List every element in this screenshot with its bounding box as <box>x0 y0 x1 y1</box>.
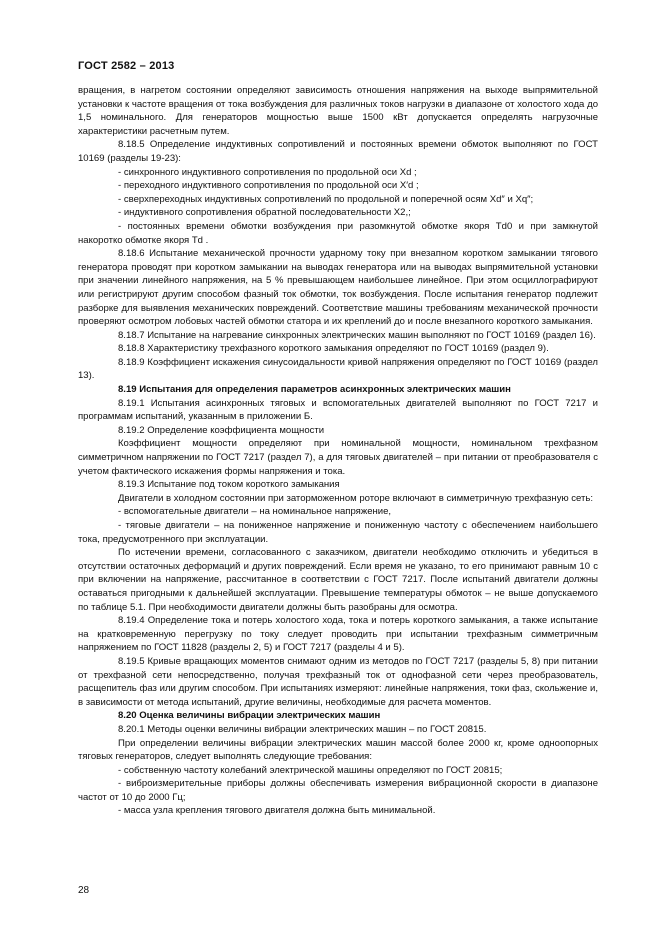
paragraph: 8.19.1 Испытания асинхронных тяговых и вспомогательных двигателей выполняют по ГОСТ 7217 и программам испытаний, указанным в приложении Б. <box>78 397 598 423</box>
list-item: - синхронного индуктивного сопротивления по продольной оси Xd ; <box>118 166 417 178</box>
paragraph: 8.18.7 Испытание на нагревание синхронных электрических машин выполняют по ГОСТ 10169 (раздел 16). <box>118 329 596 341</box>
list-item: - переходного индуктивного сопротивления по продольной оси X′d ; <box>118 180 419 192</box>
section-heading: 8.19 Испытания для определения параметров асинхронных электрических машин <box>118 384 511 396</box>
list-item: - собственную частоту колебаний электрической машины определяют по ГОСТ 20815; <box>118 764 503 776</box>
list-item: - постоянных времени обмотки возбуждения при разомкнутой обмотке якоря Td0 и при замкнутой накоротко обмотке якоря Td . <box>78 220 598 246</box>
paragraph: вращения, в нагретом состоянии определяют зависимость отношения напряжения на выходе выпрямительной установки к частоте вращения от тока возбуждения для различных токов нагрузки в диапазоне от холостого хода до 1,5 номинального. Для генераторов мощностью выше 1500 кВт допускается определять нагрузочные характеристики расчетным путем. <box>78 85 598 137</box>
list-item: - вспомогательные двигатели – на номинальное напряжение, <box>118 506 392 518</box>
paragraph: 8.20.1 Методы оценки величины вибрации электрических машин – по ГОСТ 20815. <box>118 723 487 735</box>
paragraph: 8.19.3 Испытание под током короткого замыкания <box>118 479 340 491</box>
paragraph: 8.19.4 Определение тока и потерь холостого хода, тока и потерь короткого замыкания, а также испытание на кратковременную перегрузку по току следует проводить при испытании трехфазным симметричным напряжением по ГОСТ 11828 (разделы 2, 5) и ГОСТ 7217 (разделы 4 и 5). <box>78 615 598 654</box>
paragraph: Коэффициент мощности определяют при номинальной мощности, номинальном трехфазном симметричном напряжении по ГОСТ 7217 (раздел 7), а для тяговых двигателей – при питании от преобразователя с учетом фактического искажения формы напряжения и тока. <box>78 438 598 477</box>
list-item: - сверхпереходных индуктивных сопротивлений по продольной и поперечной осям Xd″ и Xq″; <box>118 193 534 205</box>
section-heading: 8.20 Оценка величины вибрации электрических машин <box>118 710 381 722</box>
paragraph: 8.19.5 Кривые вращающих моментов снимают одним из методов по ГОСТ 7217 (разделы 5, 8) при питании от трехфазной сети непосредственно, получая трехфазный ток от однофазной сети через преобразователь, расщепитель фаз или другим способом. При испытаниях измеряют: линейные напряжения, токи фаз, скольжение и, в зависимости от метода испытаний, другие величины, необходимые для расчета моментов. <box>78 655 598 708</box>
list-item: - тяговые двигатели – на пониженное напряжение и пониженную частоту с обеспечением наибольшего тока, предусмотренного при эксплуатации. <box>78 520 598 545</box>
paragraph: 8.18.9 Коэффициент искажения синусоидальности кривой напряжения определяют по ГОСТ 10169 (раздел 13). <box>78 356 598 382</box>
paragraph: 8.19.2 Определение коэффициента мощности <box>118 424 325 436</box>
paragraph: Двигатели в холодном состоянии при заторможенном роторе включают в симметричную трехфазную сеть: <box>118 492 594 504</box>
paragraph: 8.18.5 Определение индуктивных сопротивлений и постоянных времени обмоток выполняют по ГОСТ 10169 (разделы 19-23): <box>78 139 598 164</box>
paragraph: 8.18.8 Характеристику трехфазного короткого замыкания определяют по ГОСТ 10169 (раздел 9). <box>118 343 549 355</box>
list-item: - масса узла крепления тягового двигателя должна быть минимальной. <box>118 805 436 817</box>
paragraph: 8.18.6 Испытание механической прочности ударному току при внезапном коротком замыкании тягового генератора проводят при коротком замыкании на выводах генератора или на выводах выпрямительной установки при значении линейного напряжения, на 5 % превышающем наибольшее линейное. При этом осциллографируют или регистрируют другим способом фазный ток обмотки, ток возбуждения. После испытания генератор подлежит разборке для выявления механических повреждений. Соответствие машины требованиям механической прочности проверяют осмотром лобовых частей обмотки статора и их креплений до и после внезапного короткого замыкания. <box>78 248 598 328</box>
list-item: - виброизмерительные приборы должны обеспечивать измерения вибрационной скорости в диапазоне частот от 10 до 2000 Гц; <box>78 778 598 803</box>
paragraph: По истечении времени, согласованного с заказчиком, двигатели необходимо отключить и убедиться в отсутствии остаточных деформаций и других повреждений. Если время не указано, то его принимают равным 10 с при включении на напряжение, рассчитанное в соответствии с ГОСТ 7217. После испытаний двигатели должны оставаться пригодными к дальнейшей эксплуатации. Превышение температуры обмоток – не выше допускаемого по таблице 5.1. При необходимости двигатели должны быть разобраны для осмотра. <box>78 547 598 613</box>
document-header: ГОСТ 2582 – 2013 <box>78 60 175 72</box>
document-body <box>78 84 598 818</box>
paragraph: При определении величины вибрации электрических машин массой более 2000 кг, кроме одноопорных тяговых генераторов, следует выполнять следующие требования: <box>78 737 598 763</box>
page-number: 28 <box>78 885 90 896</box>
list-item: - индуктивного сопротивления обратной последовательности X2,; <box>118 207 411 219</box>
